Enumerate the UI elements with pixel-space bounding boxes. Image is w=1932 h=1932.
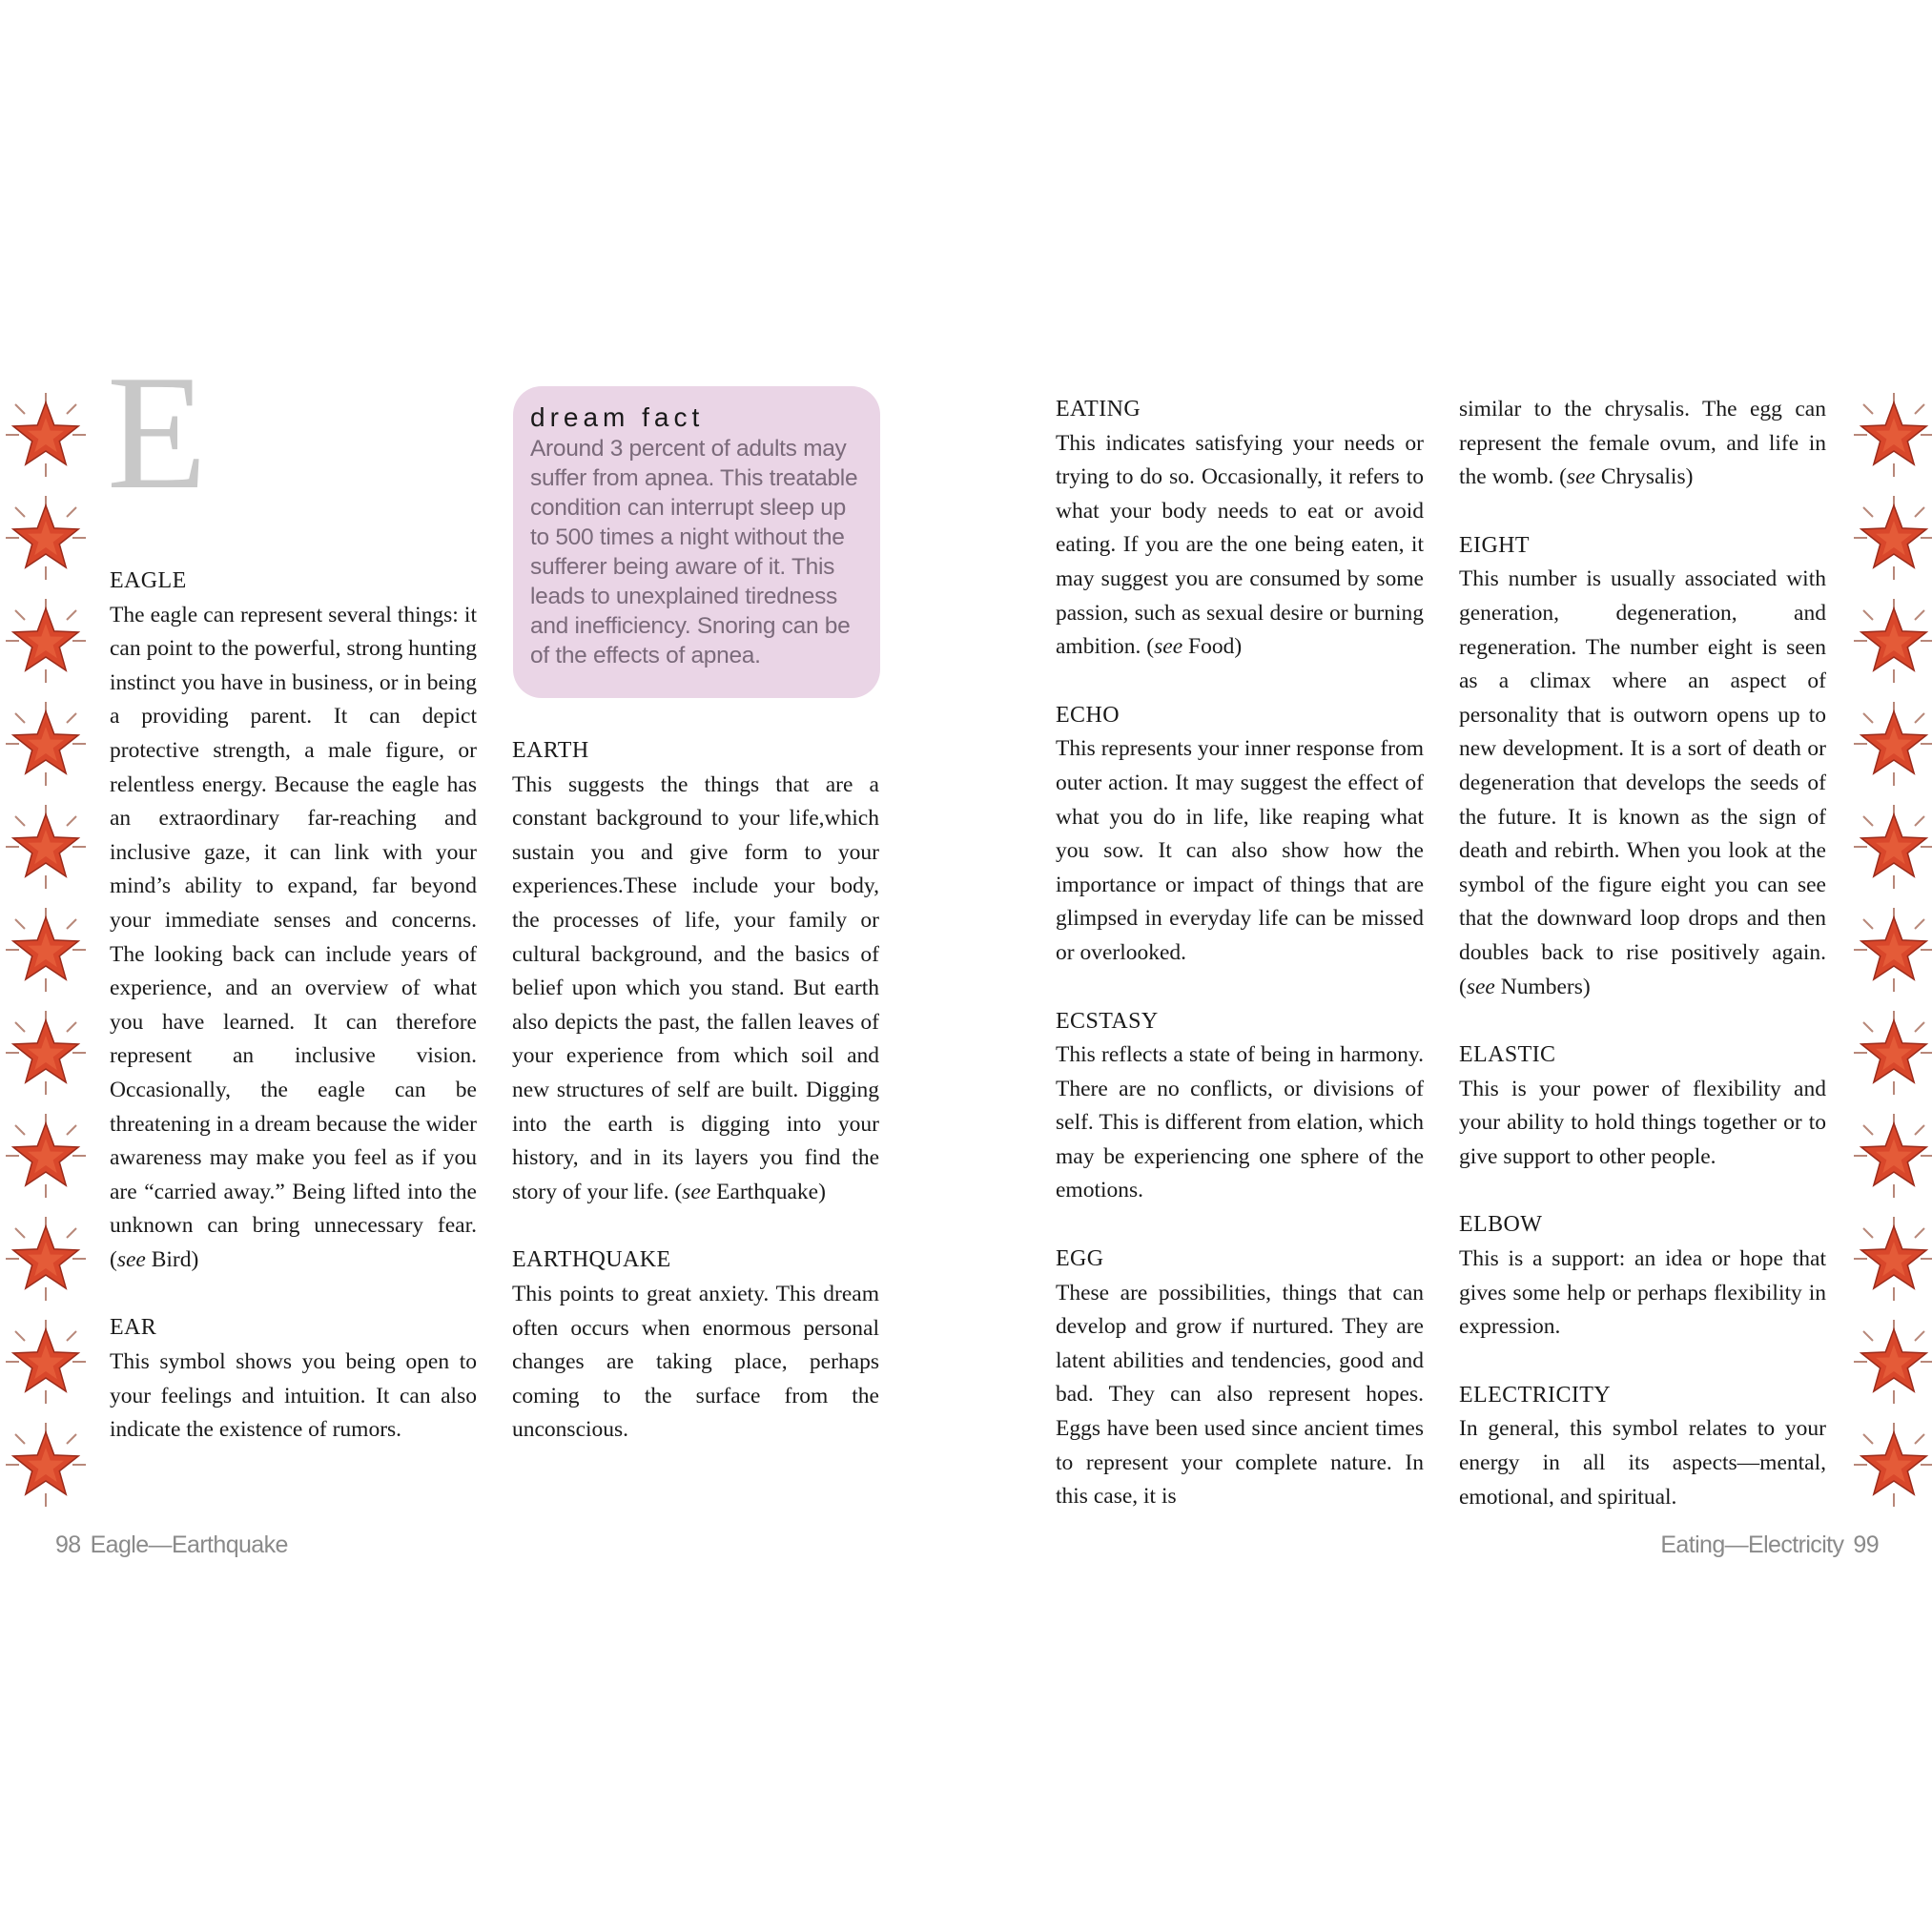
entry-title: EATING [1056, 397, 1141, 421]
entry-body: similar to the chrysalis. The egg can represent the female ovum, and life in the womb. (see Chrysalis) [1459, 397, 1826, 490]
entry-body: The eagle can represent several things: it can point to the powerful, strong hunting instinct you have in business, or in being a providing parent. It can depict protective strength, a male figure, or relentless energy. Because the eagle has an extraordinary far-reaching and inclusive gaze, it can link with your mind’s ability to expand, far beyond your immediate senses and concerns. The looking back can include years of experience, and an overview of what you have learned. It can therefore represent an inclusive vision. Occasionally, the eagle can be threatening in a dream because the wider awareness may make you feel as if you are “carried away.” Being lifted into the unknown can bring unnecessary fear. (see Bird) [110, 602, 477, 1272]
star-burst-icon [0, 492, 92, 584]
entry-body: This suggests the things that are a constant background to your life,which sustain you and give form to your experiences.These include your body, the processes of life, your family or cultural background, and the basics of belief upon which you stand. But earth also depicts the past, the fallen leaves of your experience from which soil and new structures of self are built. Digging into the earth is digging into your history, and in its layers you find the story of your life. (see Earthquake) [512, 771, 879, 1204]
entry-body: This represents your inner response from outer action. It may suggest the effect of what you do in life, like reaping what you sow. It can also show how the importance or impact of things that are glimpsed in everyday life can be missed or overlooked. [1056, 736, 1424, 965]
star-burst-icon [1848, 1007, 1932, 1099]
dream-fact-title: dream fact [530, 402, 705, 432]
entry-title: EAGLE [110, 568, 187, 593]
dream-fact-body: Around 3 percent of adults may suffer from apnea. This treatable condition can interrupt sleep up to 500 times a night without the sufferer being aware of it. This leads to unexplained tiredness and inefficiency. Snoring can be of the effects of apnea. [530, 436, 858, 668]
star-burst-icon [1848, 389, 1932, 481]
entry-body: This reflects a state of being in harmony. There are no conflicts, or divisions of self. This is different from elation, which may be experiencing one sphere of the emotions. [1056, 1042, 1424, 1203]
footer-right [1660, 1531, 1888, 1559]
entry-eagle [110, 565, 477, 1277]
star-burst-icon [0, 1213, 92, 1305]
entry-body: These are possibilities, things that can develop and grow if nurtured. They are latent abilities and tendencies, good and bad. They can also represent hopes. Eggs have been used since ancient times to represent your complete nature. In this case, it is [1056, 1280, 1424, 1510]
entry-title: ELBOW [1459, 1212, 1543, 1238]
star-burst-icon [1848, 1110, 1932, 1202]
entry-body: This is your power of flexibility and your ability to hold things together or to give support to other people. [1459, 1076, 1826, 1169]
entry-egg-continued [1459, 393, 1826, 495]
entry-body: This indicates satisfying your needs or trying to do so. Occasionally, it refers to what your body needs to eat or avoid eating. If you are the one being eaten, it may suggest you are consumed by some passion, such as sexual desire or burning ambition. (see Food) [1056, 430, 1424, 660]
running-head: Eagle—Earthquake [90, 1531, 288, 1558]
dream-fact-box [513, 386, 880, 698]
page-number: 99 [1853, 1531, 1879, 1558]
star-burst-icon [0, 698, 92, 790]
star-burst-icon [1848, 801, 1932, 893]
star-burst-icon [1848, 698, 1932, 790]
star-burst-icon [1848, 595, 1932, 687]
entry-egg [1056, 1243, 1424, 1514]
entry-ecstasy [1056, 1005, 1424, 1209]
star-burst-icon [0, 904, 92, 996]
entry-body: This is a support: an idea or hope that gives some help or perhaps flexibility in expression. [1459, 1246, 1826, 1340]
entry-title: EARTHQUAKE [512, 1247, 671, 1273]
entry-earth [512, 734, 879, 1209]
entry-title: ELECTRICITY [1459, 1382, 1612, 1408]
entry-body: In general, this symbol relates to your energy in all its aspects—mental, emotional, and spiritual. [1459, 1416, 1826, 1510]
entry-title: EAR [110, 1315, 157, 1341]
drop-letter: E [107, 342, 208, 524]
page-number: 98 [55, 1531, 81, 1558]
entry-electricity [1459, 1379, 1826, 1514]
entry-title: ECSTASY [1056, 1008, 1159, 1034]
star-burst-icon [0, 1316, 92, 1408]
entry-body: This number is usually associated with generation, degeneration, and regeneration. The number eight is seen as a climax where an aspect of personality that is outworn opens up to new development. It is a sort of death or degeneration that develops the seeds of the future. It is known as the sign of death and rebirth. When you look at the symbol of the figure eight you can see that the downward loop drops and then doubles back to rise positively again. (see Numbers) [1459, 566, 1826, 999]
star-burst-icon [0, 1007, 92, 1099]
left-page-column-2 [512, 734, 879, 1482]
star-burst-icon [1848, 1213, 1932, 1305]
footer-left [46, 1531, 288, 1559]
entry-elastic [1459, 1038, 1826, 1174]
entry-elbow [1459, 1208, 1826, 1344]
entry-title: EGG [1056, 1246, 1104, 1272]
star-burst-icon [1848, 1316, 1932, 1408]
entry-title: EIGHT [1459, 532, 1530, 558]
entry-ear [110, 1311, 477, 1447]
star-burst-icon [0, 1419, 92, 1511]
right-page-column-2 [1459, 393, 1826, 1549]
star-burst-icon [0, 595, 92, 687]
star-burst-icon [1848, 904, 1932, 996]
star-burst-icon [0, 801, 92, 893]
entry-echo [1056, 699, 1424, 971]
entry-title: ECHO [1056, 702, 1120, 728]
left-page-column-1 [110, 565, 477, 1482]
entry-title: EARTH [512, 738, 589, 763]
running-head: Eating—Electricity [1660, 1531, 1844, 1558]
entry-earthquake [512, 1243, 879, 1448]
right-page-column-1 [1056, 393, 1424, 1549]
star-burst-icon [1848, 492, 1932, 584]
entry-body: This symbol shows you being open to your feelings and intuition. It can also indicate the existence of rumors. [110, 1349, 477, 1443]
entry-body: This points to great anxiety. This dream often occurs when enormous personal changes are taking place, perhaps coming to the surface from the unconscious. [512, 1281, 879, 1443]
entry-title: ELASTIC [1459, 1042, 1556, 1068]
entry-eating [1056, 393, 1424, 665]
star-burst-icon [0, 1110, 92, 1202]
star-burst-icon [1848, 1419, 1932, 1511]
star-burst-icon [0, 389, 92, 481]
entry-eight [1459, 529, 1826, 1004]
